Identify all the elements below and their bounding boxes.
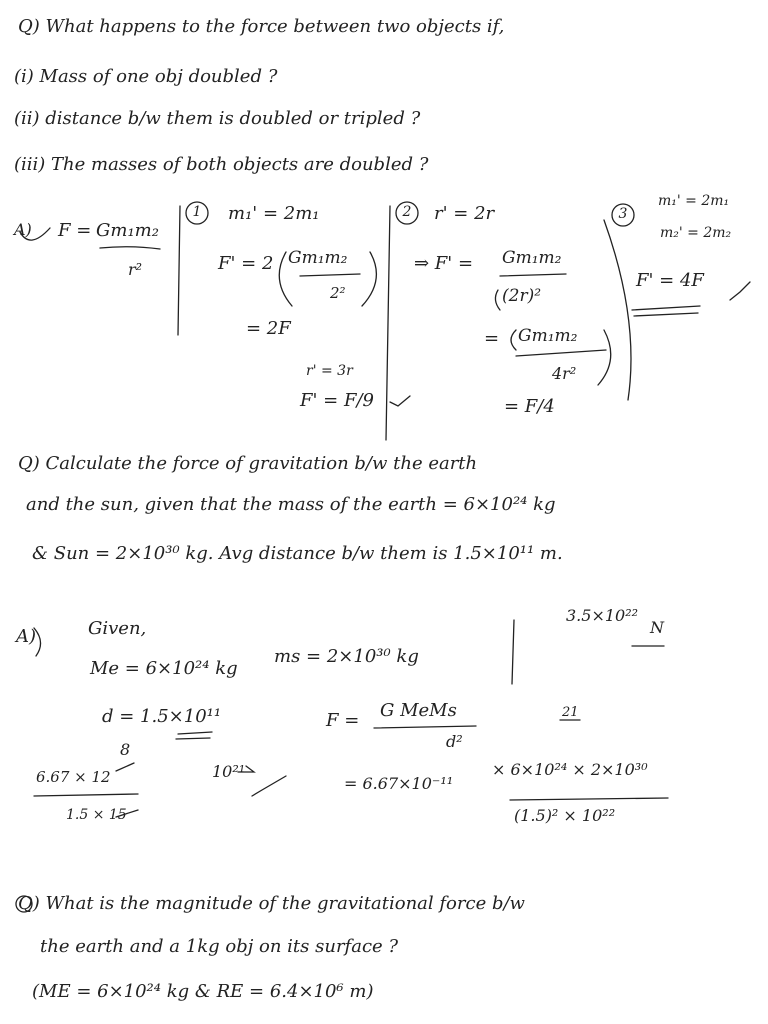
a1-case2-result: = F/4 <box>504 396 555 417</box>
q1-question: Q) What happens to the force between two objects if, <box>18 16 505 37</box>
a1-case2-number: 2 <box>402 204 412 220</box>
a1-formula-denominator: r² <box>128 260 143 279</box>
a1-case3-line2: m₂' = 2m₂ <box>660 225 732 241</box>
q1-part-ii: (ii) distance b/w them is doubled or tripled ? <box>14 108 421 129</box>
a2-side-numerator: 6.67 × 12 <box>36 768 111 786</box>
a2-exponent-note: 21 <box>562 705 579 720</box>
a1-case1-tick <box>390 396 410 406</box>
a2-result: 3.5×10²² <box>566 606 639 625</box>
a2-formula-denominator: d² <box>446 732 463 751</box>
a1-case2-paren-left <box>495 290 500 310</box>
q3-line2: the earth and a 1kg obj on its surface ? <box>40 936 399 957</box>
a1-case1-number: 1 <box>192 204 202 220</box>
a1-case2-equals: = <box>484 328 500 349</box>
a1-label: A) <box>14 220 32 239</box>
q3-line3: (ME = 6×10²⁴ kg & RE = 6.4×10⁶ m) <box>32 981 374 1002</box>
a1-case1-fraction-bar <box>300 274 360 276</box>
a2-formula-bar <box>374 726 476 728</box>
q1-part-i: (i) Mass of one obj doubled ? <box>14 66 278 87</box>
a1-case2-frac-num: Gm₁m₂ <box>502 248 562 268</box>
a2-given: Given, <box>88 618 147 639</box>
a2-formula-lhs: F = <box>326 710 360 731</box>
a1-case1-bracket-right <box>362 252 376 306</box>
a1-case2-bracket-left <box>511 330 516 350</box>
a1-case3-tick <box>730 282 750 300</box>
q1-part-iii: (iii) The masses of both objects are doubled ? <box>14 154 429 175</box>
a1-formula-numerator: Gm₁m₂ <box>96 220 159 241</box>
a1-case3-underline-2 <box>634 313 698 316</box>
a2-side-eight: 8 <box>120 740 131 759</box>
a1-case1-result: = 2F <box>246 318 291 339</box>
a1-fraction-bar <box>100 247 160 249</box>
a1-case2-frac2-den: 4r² <box>552 364 577 383</box>
a1-case1-line2: F' = 2 <box>218 253 274 274</box>
a1-case2-fraction-bar <box>500 274 566 276</box>
a1-case2-frac2-num: Gm₁m₂ <box>518 326 578 346</box>
a2-side-strike-1 <box>116 763 134 771</box>
a2-label: A) <box>16 626 37 647</box>
a1-case1-frac-den: 2² <box>330 284 346 302</box>
a2-side-power: 10²¹ <box>212 762 246 781</box>
a2-distance: d = 1.5×10¹¹ <box>102 706 222 727</box>
a1-case1-line1: m₁' = 2m₁ <box>228 203 320 224</box>
q2-line3: & Sun = 2×10³⁰ kg. Avg distance b/w them is 1.5×10¹¹ m. <box>32 543 563 564</box>
a2-eq2-bar <box>510 798 668 800</box>
a2-distance-underline-2 <box>176 738 210 739</box>
a2-side-denominator: 1.5 × 15 <box>66 807 127 823</box>
a1-case2-line1: r' = 2r <box>434 203 495 224</box>
a2-divider <box>512 620 514 684</box>
a1-case3-line1: m₁' = 2m₁ <box>658 193 730 209</box>
a1-divider-3 <box>604 220 631 400</box>
a2-eq2-denominator: (1.5)² × 10²² <box>514 806 616 825</box>
a2-side-tick <box>252 776 286 796</box>
a1-formula-lhs: F = <box>58 220 92 241</box>
a2-eq2-lhs: = 6.67×10⁻¹¹ <box>344 774 454 793</box>
q2-line2: and the sun, given that the mass of the earth = 6×10²⁴ kg <box>26 494 556 515</box>
a2-mass-earth: Me = 6×10²⁴ kg <box>90 658 238 679</box>
a1-case3-underline <box>632 306 700 310</box>
a1-case1-tripled: r' = 3r <box>306 363 353 379</box>
q2-line1: Q) Calculate the force of gravitation b/w the earth <box>18 453 478 474</box>
a1-case2-bracket-right <box>598 330 611 385</box>
a2-distance-underline <box>178 732 212 734</box>
a1-case2-fraction2-bar <box>516 350 606 356</box>
a1-case3-result: F' = 4F <box>636 270 704 291</box>
a1-case3-number: 3 <box>618 206 628 222</box>
a1-divider-2 <box>386 206 390 440</box>
q3-line1: Q) What is the magnitude of the gravitational force b/w <box>18 893 525 914</box>
a2-side-bar <box>34 794 138 796</box>
a2-result-unit: N <box>650 618 664 637</box>
a2-mass-sun: ms = 2×10³⁰ kg <box>274 646 419 667</box>
a2-eq2-numerator: × 6×10²⁴ × 2×10³⁰ <box>492 760 648 779</box>
a1-case1-tripled-result: F' = F/9 <box>300 390 374 411</box>
a1-case2-line2: ⇒ F' = <box>414 253 474 274</box>
a1-divider-1 <box>178 206 180 335</box>
a2-formula-numerator: G MeMs <box>380 700 457 721</box>
a1-case1-frac-num: Gm₁m₂ <box>288 248 348 268</box>
a1-case2-frac-den: (2r)² <box>502 286 542 306</box>
